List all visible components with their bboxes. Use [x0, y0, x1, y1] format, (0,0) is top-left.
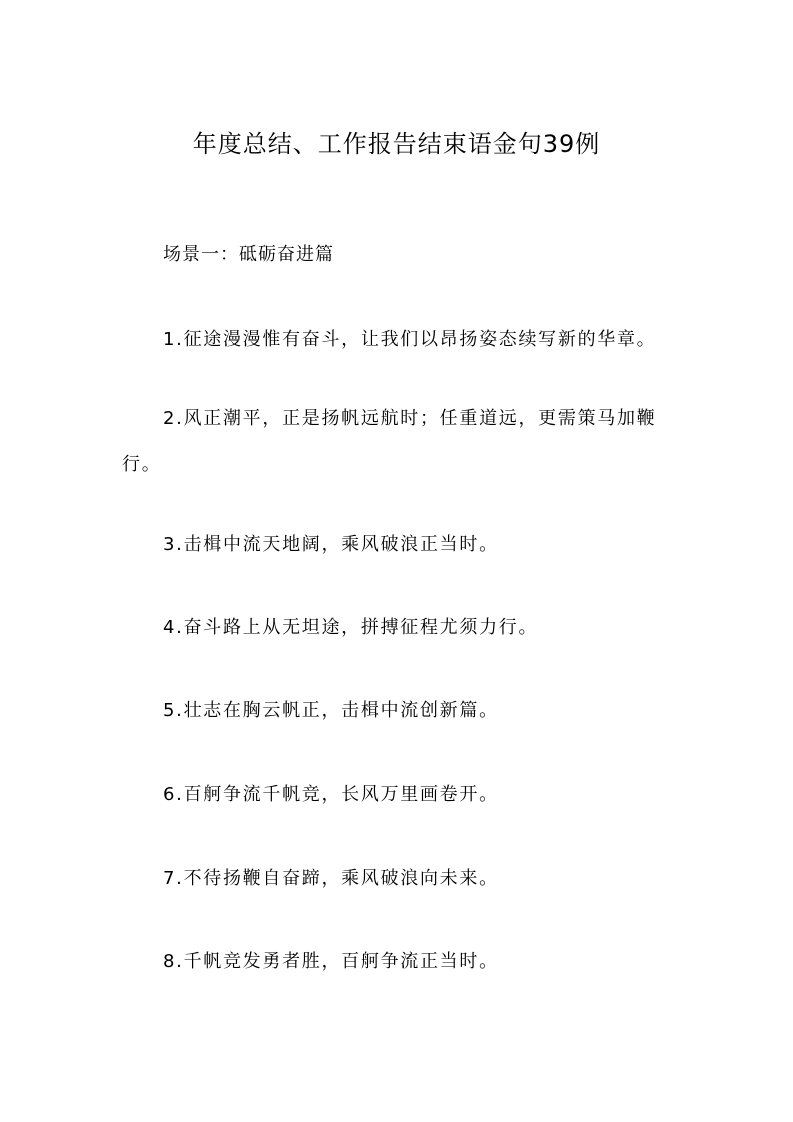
document-title: 年度总结、工作报告结束语金句39例	[192, 130, 601, 158]
paragraph-item-6: 6.百舸争流千帆竞，长风万里画卷开。	[163, 784, 499, 805]
paragraph-item-2: 2.风正潮平，正是扬帆远航时；任重道远，更需策马加鞭行。	[122, 408, 657, 475]
paragraph-item-8: 8.千帆竞发勇者胜，百舸争流正当时。	[163, 951, 499, 972]
paragraph-item-1: 1.征途漫漫惟有奋斗，让我们以昂扬姿态续写新的华章。	[163, 329, 657, 350]
paragraph-item-7: 7.不待扬鞭自奋蹄，乘风破浪向未来。	[163, 868, 499, 889]
paragraph-item-5: 5.壮志在胸云帆正，击楫中流创新篇。	[163, 700, 499, 721]
paragraph-item-3: 3.击楫中流天地阔，乘风破浪正当时。	[163, 534, 499, 555]
paragraph-item-4: 4.奋斗路上从无坦途，拼搏征程尤须力行。	[163, 617, 539, 638]
section-heading: 场景一：砥砺奋进篇	[163, 244, 334, 265]
